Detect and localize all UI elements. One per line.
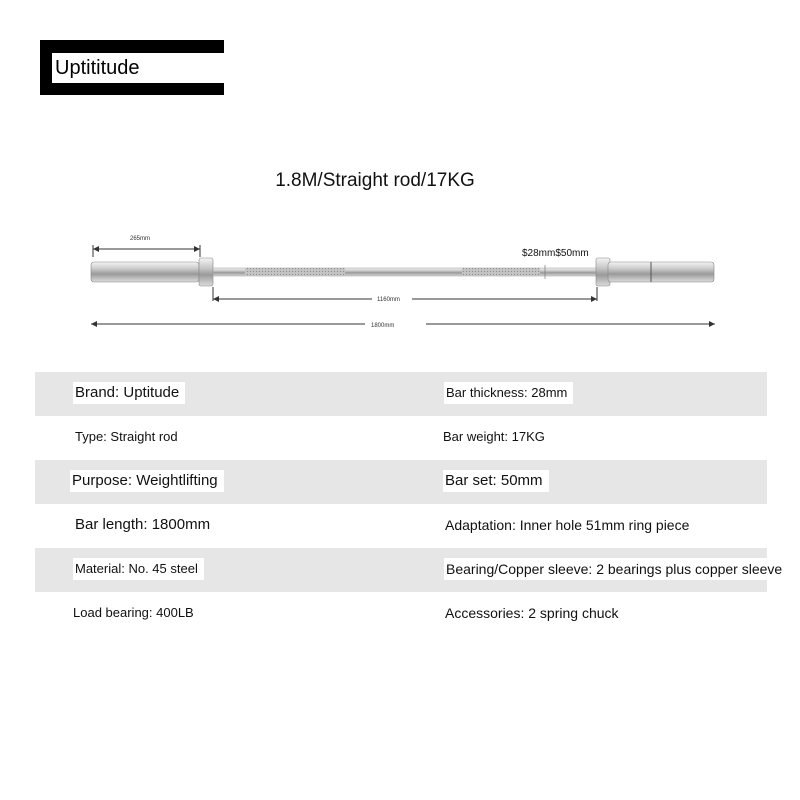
sleeve-length-dimension	[93, 236, 200, 257]
total-length-label: 1800mm	[371, 323, 395, 329]
barbell-diagram	[0, 225, 800, 345]
left-sleeve	[91, 262, 199, 282]
shaft-length-label: 1160mm	[377, 297, 400, 303]
spec-table	[35, 372, 783, 636]
spec-row	[35, 416, 767, 460]
spec-row	[35, 504, 767, 548]
spec-row	[35, 372, 767, 416]
left-knurling	[245, 268, 345, 276]
spec-bar-thickness: Bar thickness: 28mm	[444, 382, 573, 404]
spec-adaptation: Adaptation: Inner hole 51mm ring piece	[443, 514, 695, 536]
sleeve-length-label: 265mm	[130, 236, 151, 242]
spec-bar-length: Bar length: 1800mm	[73, 514, 216, 536]
spec-purpose: Purpose: Weightlifting	[70, 470, 224, 492]
spec-row	[35, 592, 767, 636]
product-heading: 1.8M/Straight rod/17KG	[275, 170, 475, 191]
spec-row	[35, 460, 767, 504]
spec-accessories: Accessories: 2 spring chuck	[443, 602, 625, 624]
spec-load-bearing: Load bearing: 400LB	[71, 602, 200, 624]
spec-bearing: Bearing/Copper sleeve: 2 bearings plus copper sleeve	[444, 558, 782, 580]
total-length-dimension	[91, 321, 715, 329]
diameter-label: $28mm$50mm	[522, 248, 589, 259]
shaft-length-dimension	[213, 287, 597, 303]
right-knurling	[462, 268, 540, 276]
right-sleeve	[608, 262, 714, 282]
spec-bar-set: Bar set: 50mm	[443, 470, 549, 492]
brand-logo-text: Uptititude	[52, 53, 245, 83]
spec-material: Material: No. 45 steel	[73, 558, 204, 580]
spec-brand: Brand: Uptitude	[73, 382, 185, 404]
spec-row	[35, 548, 783, 592]
left-collar	[199, 258, 213, 286]
brand-logo-box	[40, 40, 224, 95]
spec-type: Type: Straight rod	[73, 426, 184, 448]
spec-bar-weight: Bar weight: 17KG	[441, 426, 551, 448]
